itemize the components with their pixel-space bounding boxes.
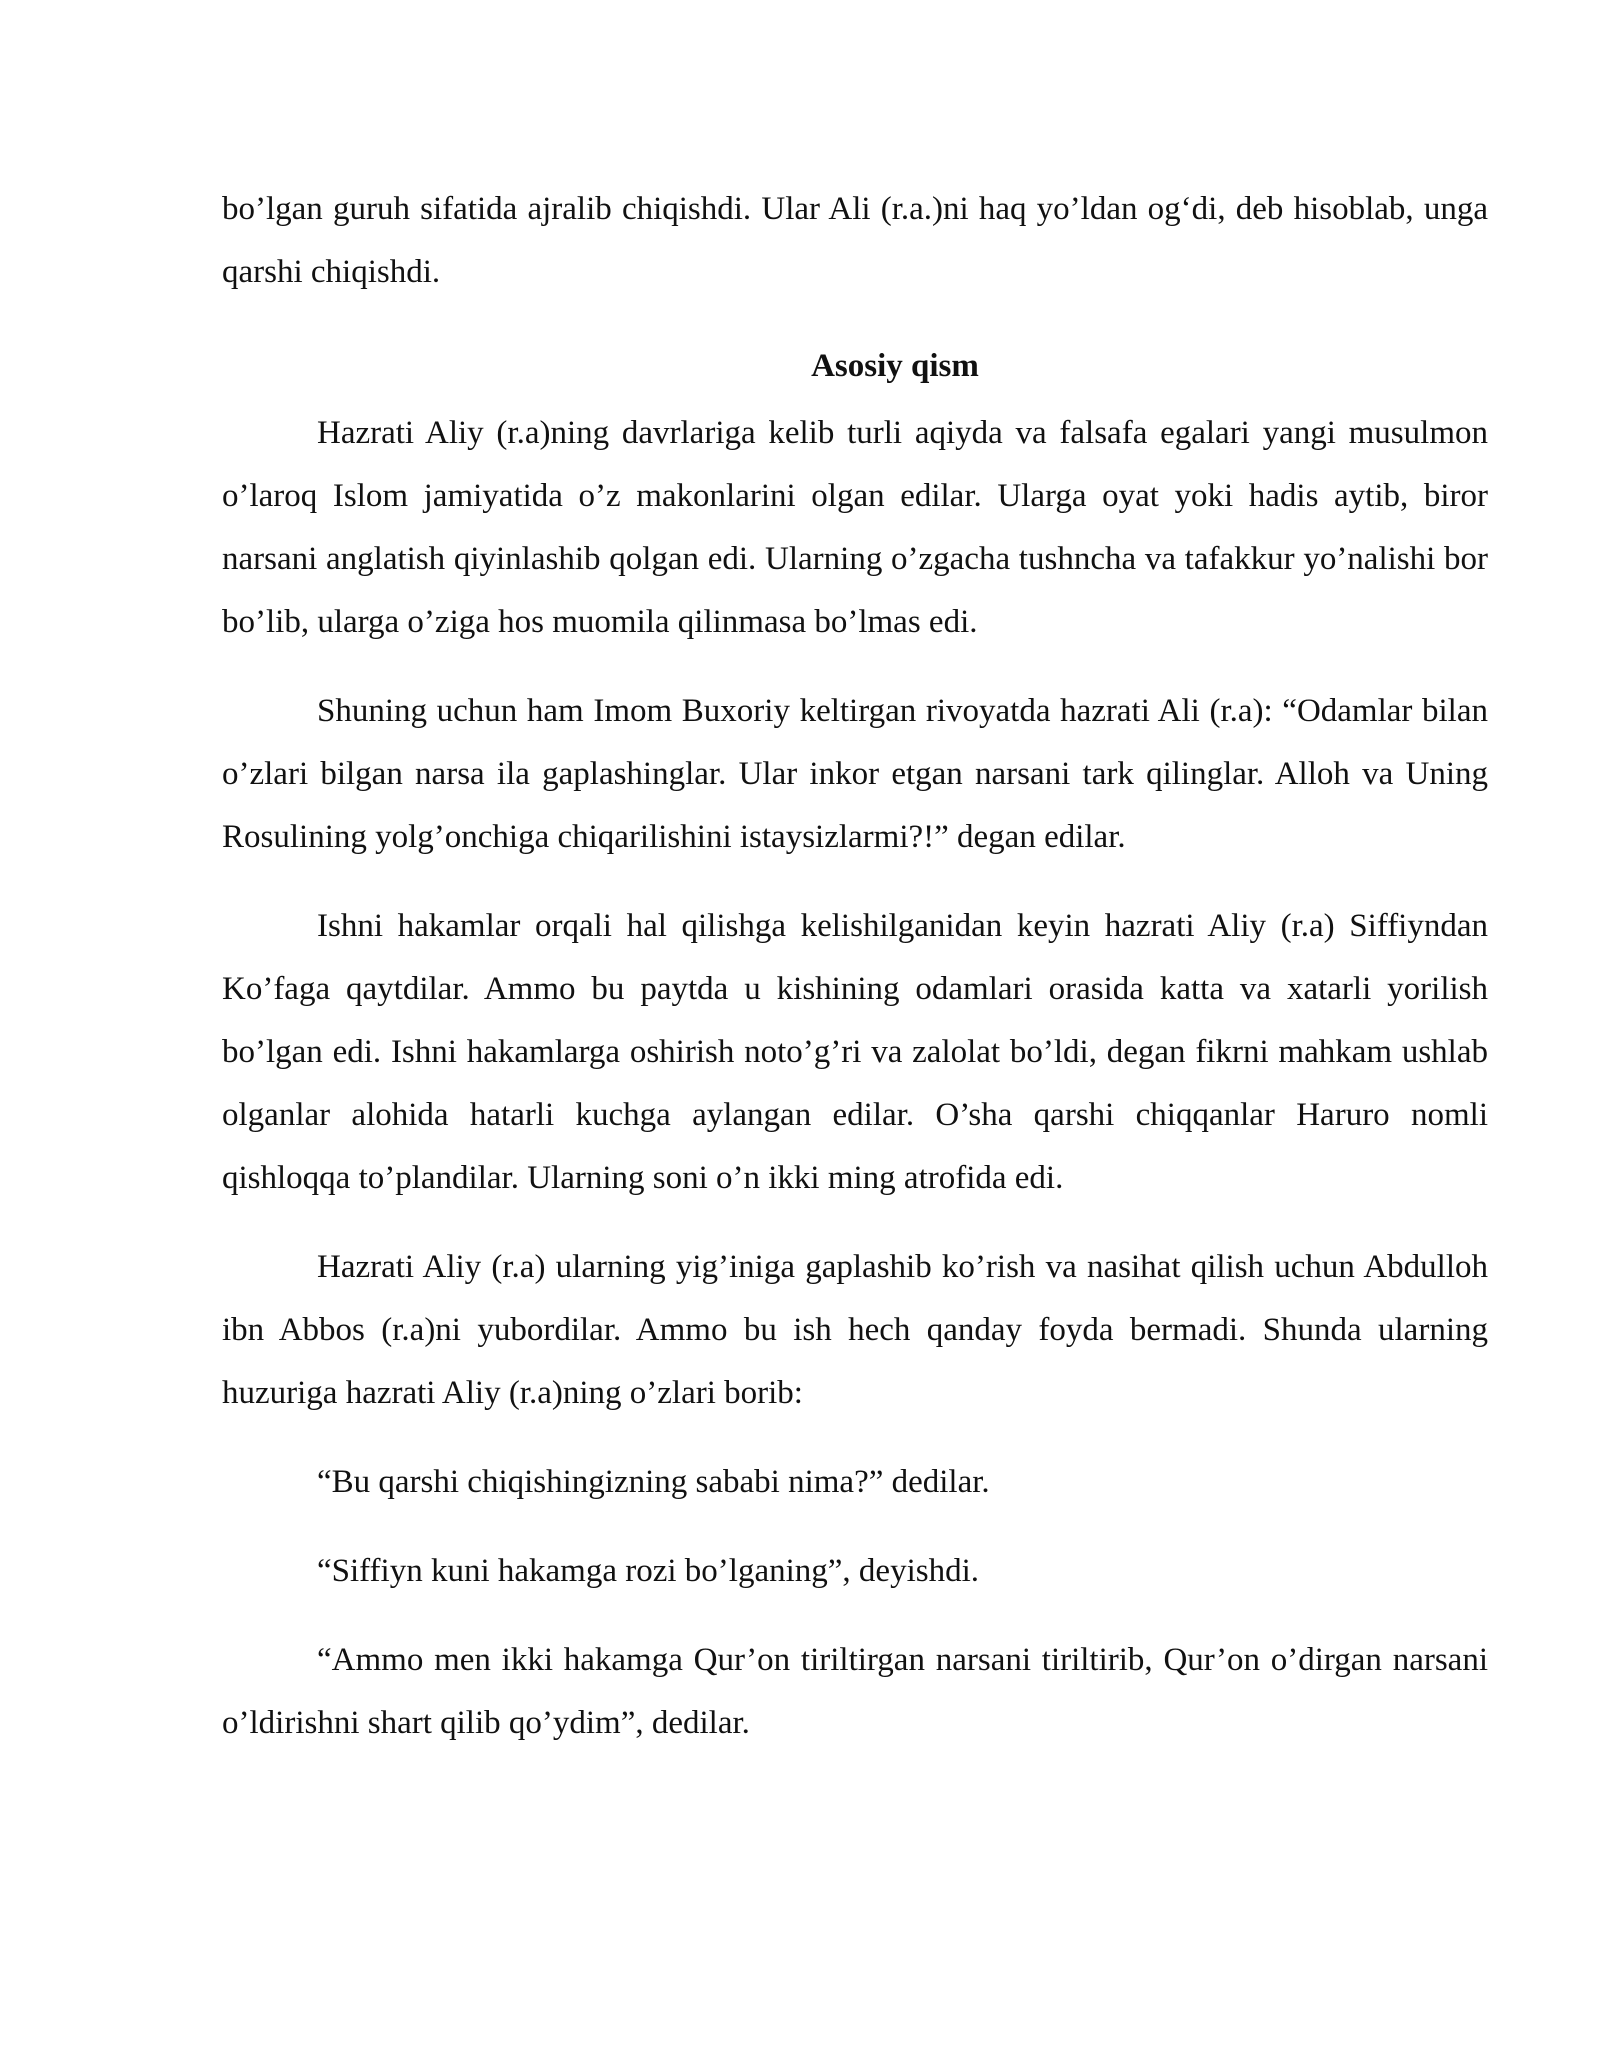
intro-paragraph: bo’lgan guruh sifatida ajralib chiqishdi. Ular Ali (r.a.)ni haq yo’ldan og‘di, deb hisoblab, unga qarshi chiqishdi. bbox=[222, 191, 1488, 290]
paragraph-5: “Bu qarshi chiqishingizning sababi nima?” dedilar. bbox=[317, 1464, 990, 1500]
paragraph-2: Shuning uchun ham Imom Buxoriy keltirgan rivoyatda hazrati Ali (r.a): “Odamlar bilan o’zlari bilgan narsa ila gaplashinglar. Ular inkor etgan narsani tark qilinglar. Alloh va Uning Rosulining yolg’onchiga chiqarilishini istaysizlarmi?!” degan edilar. bbox=[222, 693, 1488, 855]
paragraph-7: “Ammo men ikki hakamga Qur’on tiriltirgan narsani tiriltirib, Qur’on o’dirgan narsani o’ldirishni shart qilib qo’ydim”, dedilar. bbox=[222, 1642, 1488, 1741]
paragraph-6: “Siffiyn kuni hakamga rozi bo’lganing”, deyishdi. bbox=[317, 1553, 979, 1589]
section-heading: Asosiy qism bbox=[811, 348, 979, 384]
paragraph-4: Hazrati Aliy (r.a) ularning yig’iniga gaplashib ko’rish va nasihat qilish uchun Abdulloh ibn Abbos (r.a)ni yubordilar. Ammo bu ish hech qanday foyda bermadi. Shunda ularning huzuriga hazrati Aliy (r.a)ning o’zlari borib: bbox=[222, 1249, 1488, 1411]
paragraph-1: Hazrati Aliy (r.a)ning davrlariga kelib turli aqiyda va falsafa egalari yangi musulmon o’laroq Islom jamiyatida o’z makonlarini olgan edilar. Ularga oyat yoki hadis aytib, biror narsani anglatish qiyinlashib qolgan edi. Ularning o’zgacha tushncha va tafakkur yo’nalishi bor bo’lib, ularga o’ziga hos muomila qilinmasa bo’lmas edi. bbox=[222, 415, 1488, 640]
document-page bbox=[222, 178, 1488, 1781]
paragraph-3: Ishni hakamlar orqali hal qilishga kelishilganidan keyin hazrati Aliy (r.a) Siffiyndan Ko’faga qaytdilar. Ammo bu paytda u kishining odamlari orasida katta va xatarli yorilish bo’lgan edi. Ishni hakamlarga oshirish noto’g’ri va zalolat bo’ldi, degan fikrni mahkam ushlab olganlar alohida hatarli kuchga aylangan edilar. O’sha qarshi chiqqanlar Haruro nomli qishloqqa to’plandilar. Ularning soni o’n ikki ming atrofida edi. bbox=[222, 908, 1488, 1196]
